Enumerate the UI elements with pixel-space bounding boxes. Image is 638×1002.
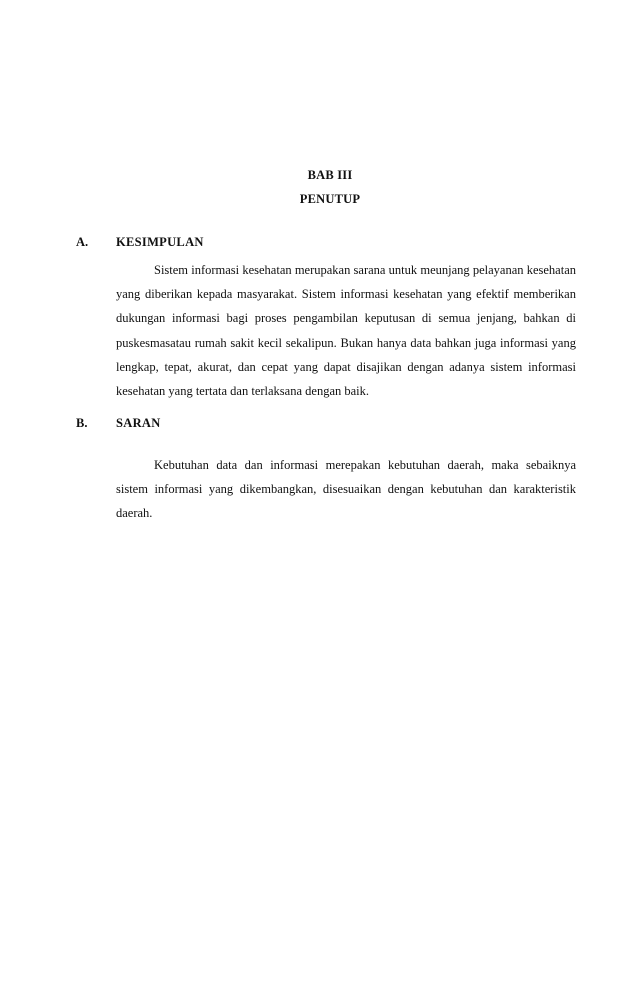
chapter-number: BAB III (307, 168, 353, 182)
section-b-paragraph: Kebutuhan data dan informasi merepakan kebutuhan daerah, maka sebaiknya sistem informasi yang dikembangkan, disesuaikan dengan kebutuhan dan karakteristik daerah. (116, 458, 576, 521)
section-b-title: SARAN (116, 416, 161, 430)
section-a-paragraph: Sistem informasi kesehatan merupakan sarana untuk meunjang pelayanan kesehatan yang diberikan kepada masyarakat. Sistem informasi kesehatan yang efektif memberikan dukungan informasi bagi proses pengambilan keputusan di semua jenjang, bahkan di puskesmasatau rumah sakit kecil sekalipun. Bukan hanya data bahkan juga informasi yang lengkap, tepat, akurat, dan cepat yang dapat disajikan dengan adanya sistem informasi kesehatan yang tertata dan terlaksana dengan baik. (116, 263, 576, 399)
chapter-title: PENUTUP (299, 192, 361, 206)
section-b-letter: B. (76, 416, 88, 430)
section-a-title: KESIMPULAN (116, 235, 204, 249)
section-a-letter: A. (76, 235, 89, 249)
